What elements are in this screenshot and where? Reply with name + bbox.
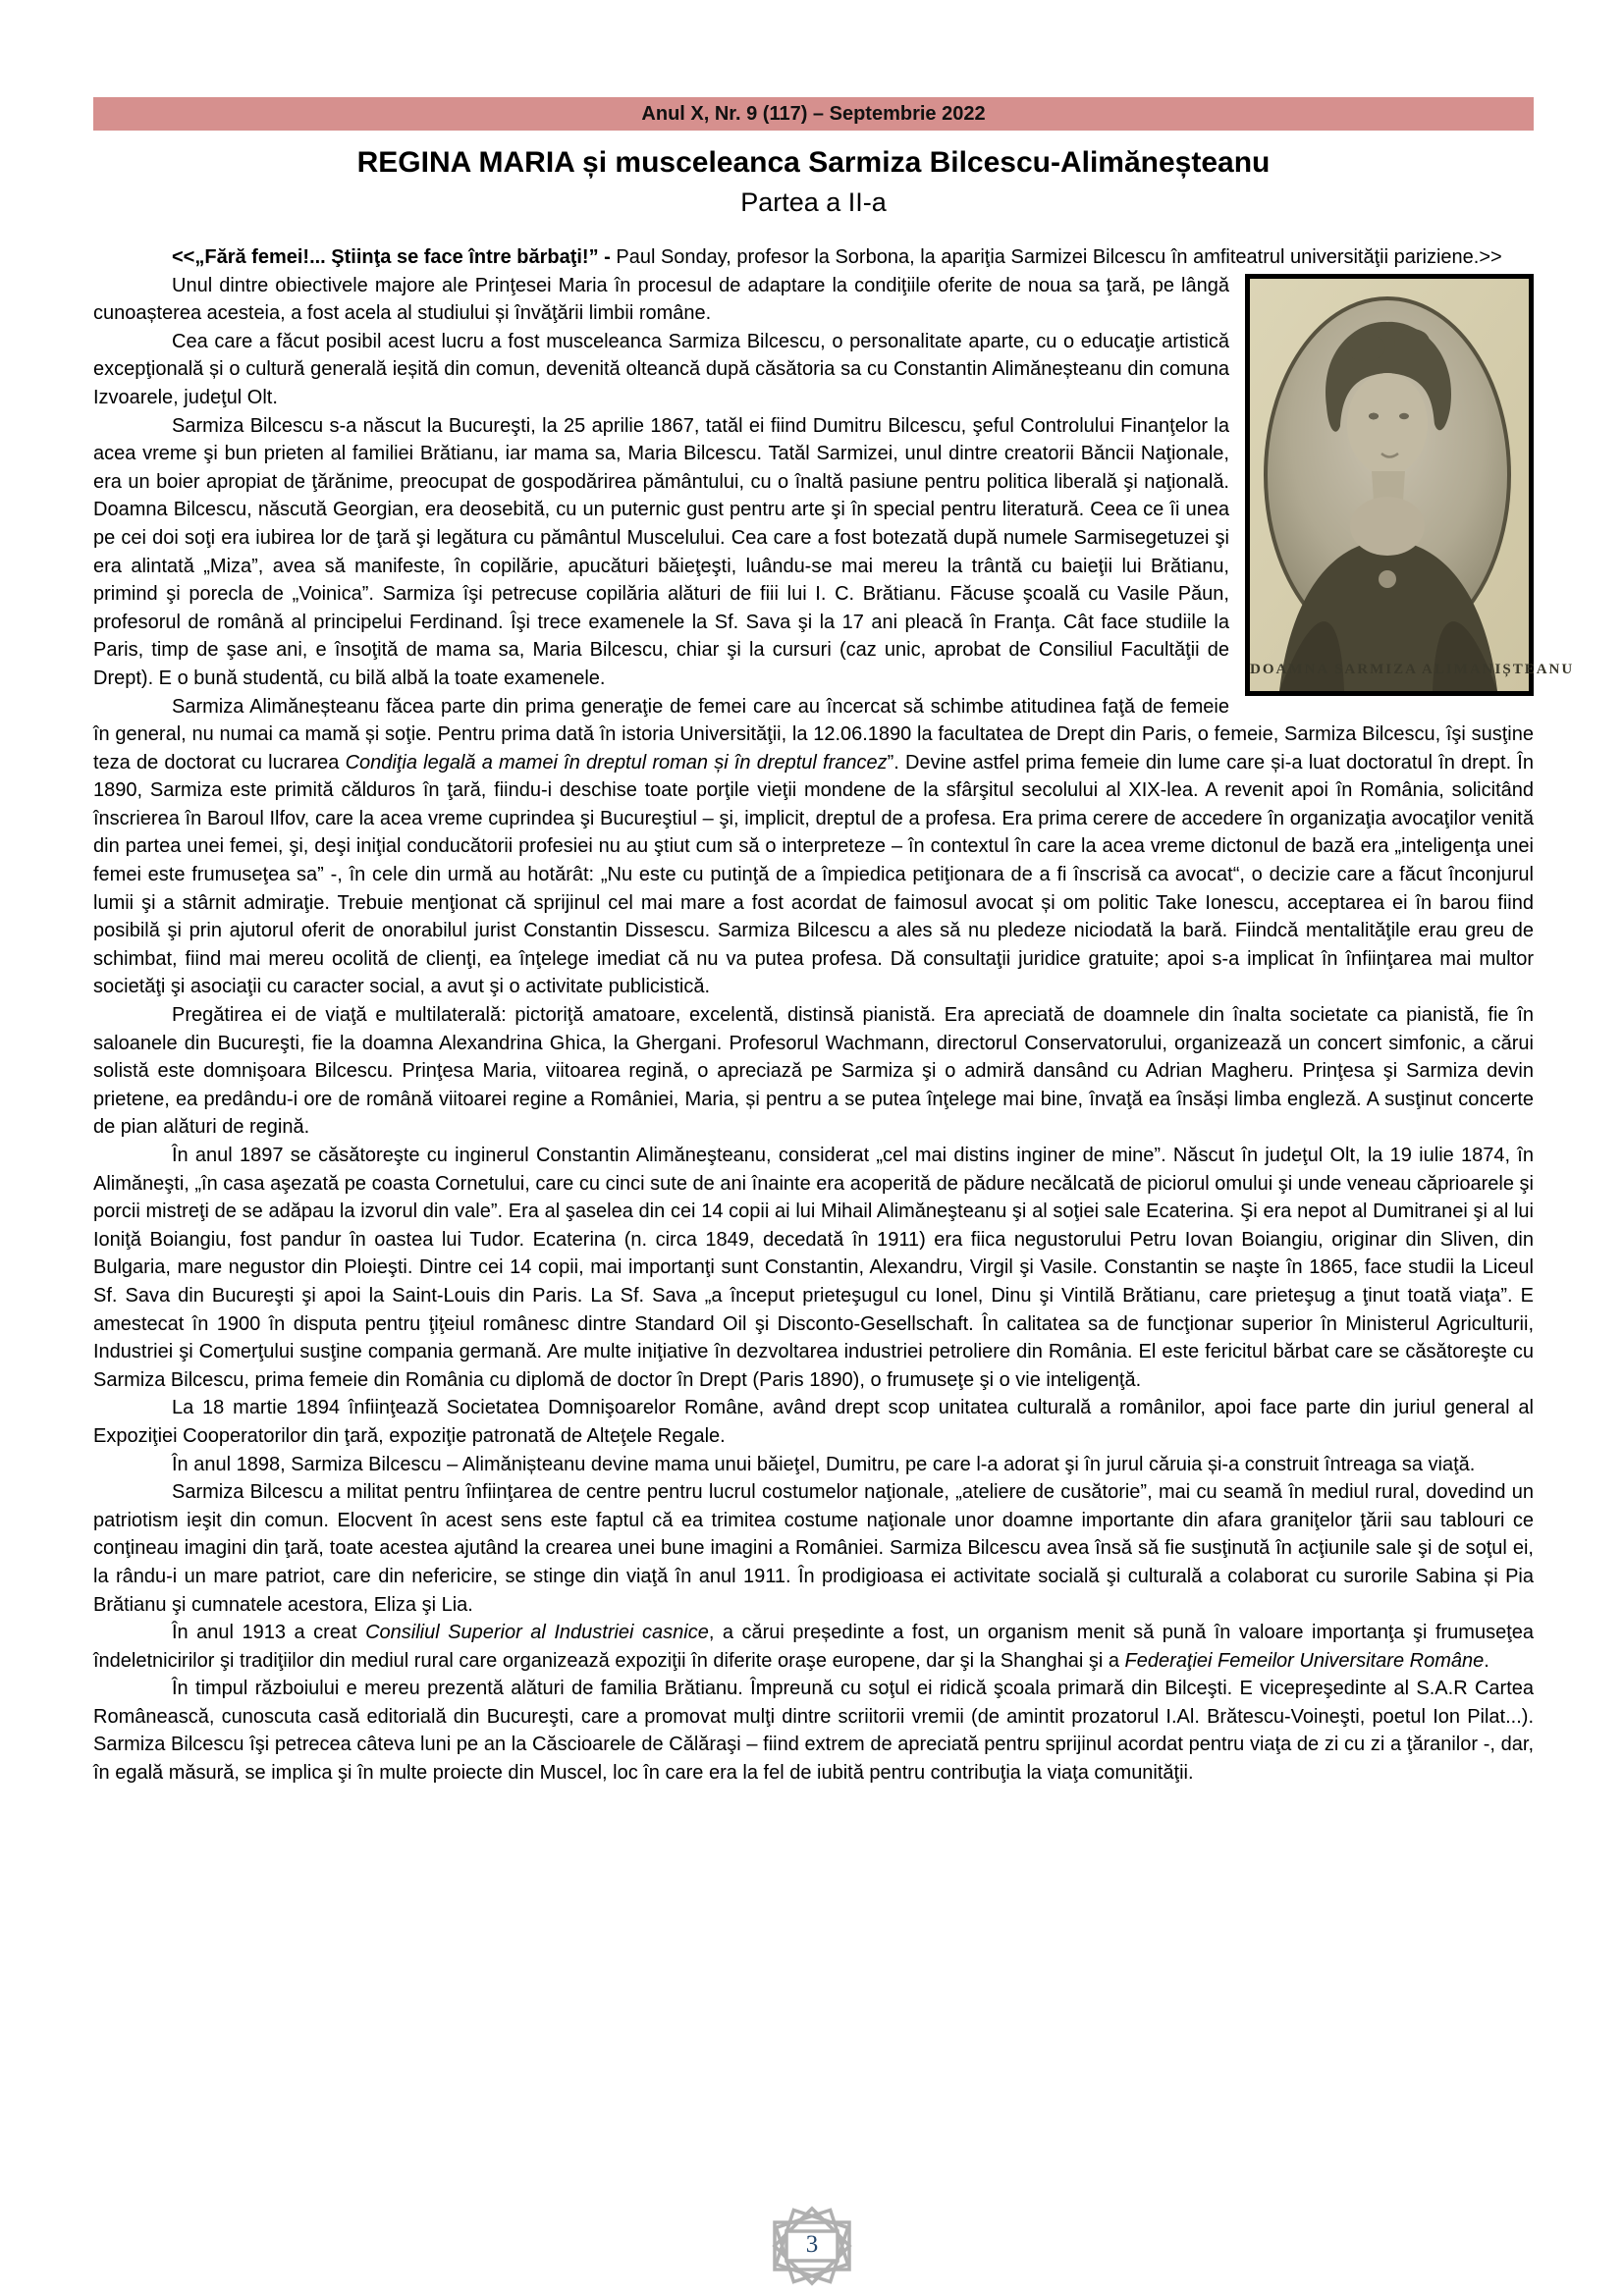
page-subtitle: Partea a II-a [740,187,887,217]
page-title: REGINA MARIA și musceleanca Sarmiza Bilcescu-Alimăneșteanu [356,146,1271,179]
page-number-ornament [763,2205,861,2287]
issue-label: Anul X, Nr. 9 (117) – Septembrie 2022 [641,103,986,125]
oval-portrait-illustration [1250,279,1575,691]
lead-quote-attribution: Paul Sonday, profesor la Sorbona, la apariţia Sarmizei Bilcescu în amfiteatrul universităţii pariziene.>> [616,246,1502,268]
paragraph: Cea care a făcut posibil acest lucru a fost musceleanca Sarmiza Bilcescu, o personalitate aparte, cu o educaţie artistică excepţională și o cultură generală ieșită din comun, devenită olteancă după căsătoria sa cu Constantin Alimăneșteanu din comuna Izvoarele, judeţul Olt. [93,330,1229,408]
article [93,243,1575,1788]
lead-quote [93,243,1534,272]
paragraph: La 18 martie 1894 înfiinţează Societatea Domnişoarelor Române, având drept scop unitatea culturală a românilor, apoi face parte din juriul general al Expoziţiei Cooperatorilor din ţară, expoziţie patronată de Alteţele Regale. [93,1397,1534,1447]
paragraph: În timpul războiului e mereu prezentă alături de familia Brătianu. Împreună cu soţul ei ridică şcoala primară din Bilceşti. E vicepreşedinte al S.A.R Cartea Românească, cunoscuta casă editorială din Bucureşti, care a promovat mulţi dintre scriitorii vremii (de amintit prozatorul I.Al. Brătescu-Voineşti, poetul Ion Pilat...). Sarmiza Bilcescu îşi petrecea câteva luni pe an la Căscioarele de Călăraşi – fiind extrem de apreciată pentru sprijinul acordat pentru viaţa de zi cu zi a ţăranilor -, dar, în egală măsură, se implica şi în multe proiecte din Muscel, loc în care era la fel de iubită pentru contribuţia la viaţa comunităţii. [93,1678,1534,1785]
paragraph: În anul 1898, Sarmiza Bilcescu – Alimănișteanu devine mama unui băieţel, Dumitru, pe care l-a adorat şi în jurul căruia și-a construit întreaga sa viaţă. [172,1453,1476,1475]
paragraph: În anul 1897 se căsătoreşte cu inginerul Constantin Alimăneşteanu, considerat „cel mai distins inginer de mine”. Născut în judeţul Olt, la 19 iulie 1874, în Alimăneşti, „în casa aşezată pe coasta Cornetului, care cu cinci sute de ani înainte era acoperită de pădure necălcată de piciorul omului şi unde veneau căprioarele şi porcii mistreţi de se adăpau la izvorul din vale”. Era al şaselea din cei 14 copii ai lui Mihail Alimăneşteanu şi al soţiei sale Ecaterina. Şi era nepot al Dumitranei şi al lui Ioniţă Boiangiu, fost pandur în oastea lui Tudor. Ecaterina (n. circa 1849, decedată în 1911) era fiica negustorului Petru Iovan Boiangiu, originar din Sliven, din Bulgaria, mare negustor din Ploieşti. Dintre cei 14 copii, mai importanţi sunt Constantin, Alexandru, Virgil şi Vasile. Constantin se naşte în 1865, face studii la Liceul Sf. Sava din Bucureşti şi apoi la Saint-Louis din Paris. La Sf. Sava „a început prieteşugul cu Ionel, Dinu şi Vintilă Brătianu, care prieteşug a ţinut toată viaţa”. E amestecat în 1900 în disputa pentru ţiţeiul românesc dintre Standard Oil şi Disconto-Gesellschaft. În calitatea sa de funcţionar superior în Ministerul Agriculturii, Industriei şi Comerţului susţine compania germană. Are multe iniţiative în dezvoltarea industriei petroliere din România. El este fericitul bărbat care se căsătoreşte cu Sarmiza Bilcescu, prima femeie din România cu diplomă de doctor în Drept (Paris 1890), o frumuseţe şi o vie inteligenţă. [93,1145,1534,1391]
paragraph: În anul 1913 a creat Consiliul Superior al Industriei casnice, a cărui președinte a fost, un organism menit să pună în valoare importanţa şi frumuseţea îndeletnicirilor şi tradiţiilor din mediul rural care organizează expoziţii în diferite oraşe europene, dar şi la Shanghai şi a Federaţiei Femeilor Universitare Române. [93,1622,1534,1672]
paragraph: Sarmiza Alimăneșteanu făcea parte din prima generaţie de femei care au încercat să schimbe atitudinea faţă de femeie în general, nu numai ca mamă și soţie. Pentru prima dată în istoria Universităţii, la 12.06.1890 la facultatea de Drept din Paris, o femeie, Sarmiza Bilcescu, îşi susţine teza de doctorat cu lucrarea Condiţia legală a mamei în dreptul roman și în dreptul francez”. Devine astfel prima femeie din lume care și-a luat doctoratul în drept. În 1890, Sarmiza este primită călduros în ţară, fiindu-i deschise toate porţile vieţii mondene de la sfârşitul secolului al XIX-lea. A revenit apoi în România, solicitând înscrierea în Baroul Ilfov, care la acea vreme cuprindea şi Bucureştiul – şi, implicit, dreptul de a profesa. Era prima cerere de accedere în organizaţia avocaţilor venită din partea unei femei, şi, deşi iniţial conducătorii profesiei nu au ştiut cum să o interpreteze – în contextul în care la acea vreme dictonul de bază era „inteligenţa unei femei este frumuseţea sa” -, în cele din urmă au hotărât: „Nu este cu putinţă de a împiedica petiţionara de a fi înscrisă ca avocat“, o decizie care a făcut înconjurul lumii şi a stârnit admiraţie. Trebuie menţionat că sprijinul cel mai mare a fost acordat de faimosul avocat și om politic Take Ionescu, acceptarea ei în barou fiind posibilă şi prin ajutorul oferit de onorabilul jurist Constantin Dissescu. Sarmiza Bilcescu a ales să nu pledeze niciodată la bară. Fiindcă mentalităţile erau greu de schimbat, fiind mai mereu ocolită de clienţi, ea înţelege imediat că nu va putea profesa. Dă consultaţii juridice gratuite; apoi s-a implicat în înfiinţarea mai multor societăţi şi asociaţii cu caracter social, a avut şi o activitate publicistică. [93,695,1534,998]
paragraph: Pregătirea ei de viaţă e multilaterală: pictoriţă amatoare, excelentă, distinsă pianistă. Era apreciată de doamnele din înalta societate ca pianistă, fie în saloanele din Bucureşti, fie la doamna Alexandrina Ghica, la Ghergani. Profesorul Wachmann, directorul Conservatorului, organizează un concert simfonic, a cărui solistă este domnişoara Bilcescu. Prinţesa Maria, viitoarea regină, o apreciază pe Sarmiza şi o admiră dansând cu Adrian Magheru. Prinţesa şi Sarmiza devin prietene, ea predându-i ore de română viitoarei regine a României, Maria, și pentru a se putea înţelege mai bine, învaţă ea însăși limba engleză. A susţinut concerte de pian alături de regină. [93,1004,1534,1139]
photo-caption: DOAMNA SARMIZA ALIMANIȘTEANU [1250,662,1575,677]
portrait-photo [1245,274,1575,696]
issue-header-bar [93,97,1534,131]
lead-quote-bold: <<„Fără femei!... Ştiinţa se face între bărbaţi!” - [172,246,617,268]
paragraph: Sarmiza Bilcescu a militat pentru înfiinţarea de centre pentru lucrul costumelor naţionale, „ateliere de cusătorie”, mai cu seamă în mediul rural, dovedind un patriotism ieşit din comun. Elocvent în acest sens este faptul că ea trimitea costume naţionale unor doamne importante din afara graniţelor ţării sau tablouri ce conţineau imagini din ţară, toate acestea ajutând la crearea unei bune imagini a României. Sarmiza Bilcescu avea însă să fie susţinută în acţiunile sale şi de soţul ei, la rându-i un mare patriot, care din nefericire, se stinge din viaţă în anul 1911. În prodigioasa ei activitate socială şi culturală a colaborat cu surorile Sabina și Pia Brătianu şi cumnatele acestora, Eliza şi Lia. [93,1481,1534,1616]
page-content [93,97,1575,1788]
page-number: 3 [805,2231,819,2258]
paragraph: Sarmiza Bilcescu s-a născut la Bucureşti, la 25 aprilie 1867, tatăl ei fiind Dumitru Bilcescu, şeful Controlului Finanţelor la acea vreme şi bun prieten al familiei Brătianu, iar mama sa, Maria Bilcescu. Tatăl Sarmizei, unul dintre creatorii Băncii Naţionale, era un boier apropiat de ţărănime, preocupat de gospodărirea pământului, cu o înaltă pasiune pentru politica liberală şi naţională. Doamna Bilcescu, născută Georgian, era deosebită, cu un puternic gust pentru arte şi în special pentru literatură. Ceea ce îi unea pe cei doi soţi era iubirea lor de ţară şi legătura cu pământul Muscelului. Cea care a fost botezată după numele Sarmisegetuzei şi era alintată „Miza”, avea să manifeste, în copilărie, apucături băieţeşti, luându-se mai mereu la trântă cu baieţii lui Brătianu, primind şi porecla de „Voinica”. Sarmiza îşi petrecuse copilăria alături de fiii lui I. C. Brătianu. Făcuse şcoală cu Vasile Păun, profesorul de română al principelui Ferdinand. Îşi trece examenele la Sf. Sava şi la 17 ani pleacă în Franţa. Cât face studiile la Paris, timp de şase ani, e însoţită de mama sa, Maria Bilcescu, chiar şi la cursuri (caz unic, aprobat de Consiliul Facultăţii de Drept). E o bună studentă, cu bilă albă la toate examenele. [93,414,1229,689]
paragraph: Unul dintre obiectivele majore ale Prinţesei Maria în procesul de adaptare la condiţiile oferite de noua sa ţară, pe lângă cunoașterea acesteia, a fost acela al studiului și învăţării limbii române. [93,274,1229,325]
